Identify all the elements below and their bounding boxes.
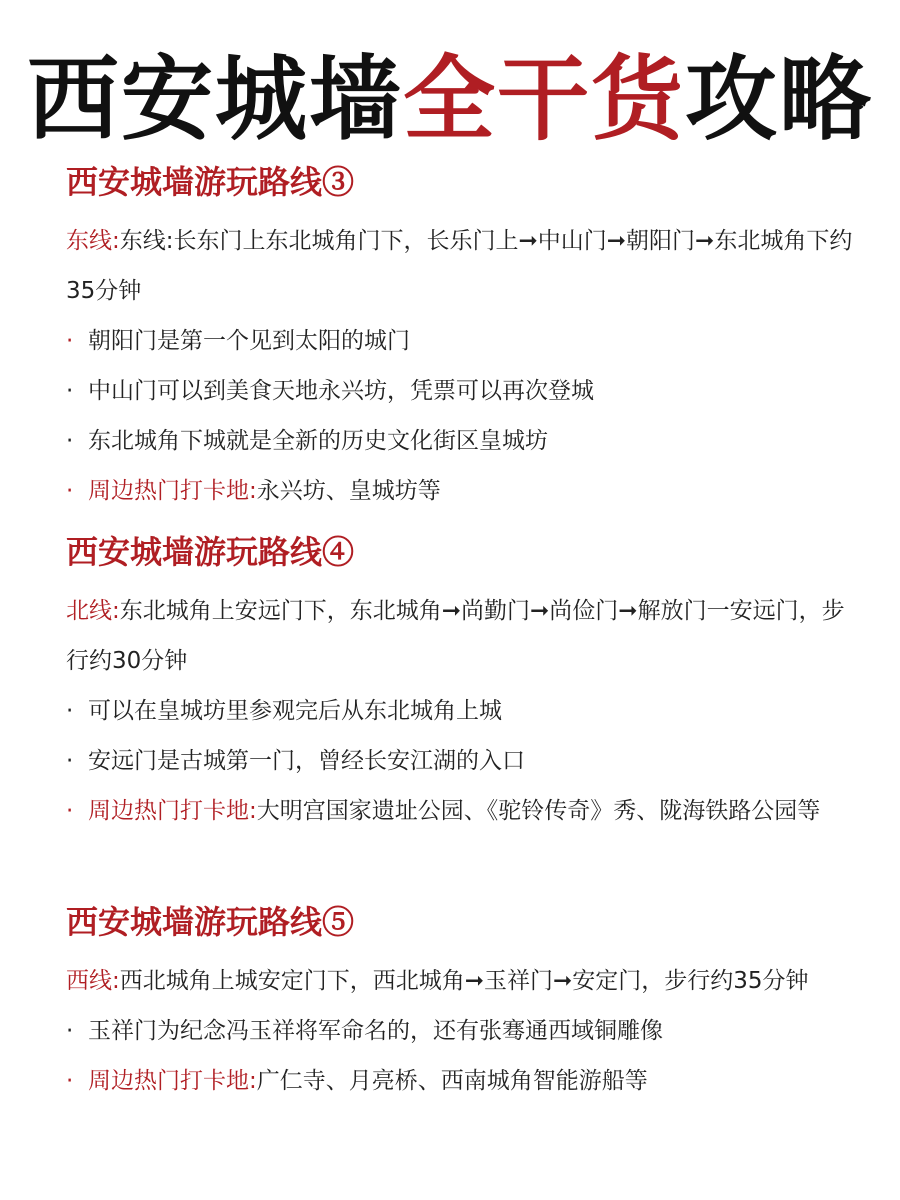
- bullet-text: 朝阳门是第一个见到太阳的城门: [88, 328, 410, 354]
- hot-spots: [66, 786, 866, 836]
- hot-spots-label: 周边热门打卡地:: [88, 1068, 257, 1094]
- bullet-text: 安远门是古城第一门，曾经长安江湖的入口: [88, 748, 525, 774]
- route-section-east: [66, 160, 866, 516]
- section-heading: 西安城墙游玩路线③: [66, 163, 355, 201]
- bullet-text: 玉祥门为纪念冯玉祥将军命名的，还有张骞通西域铜雕像: [88, 1018, 663, 1044]
- route-label: 西线:: [66, 968, 120, 994]
- title-part-1: 西安城墙: [26, 46, 403, 153]
- bullet-text: 中山门可以到美食天地永兴坊，凭票可以再次登城: [88, 378, 594, 404]
- route-text: 西北城角上城安定门下，西北城角➞玉祥门➞安定门，步行约35分钟: [119, 968, 809, 994]
- hot-spots-label: 周边热门打卡地:: [88, 478, 257, 504]
- bullet-item: [66, 416, 866, 466]
- bullet-dot: ·: [66, 748, 74, 774]
- bullet-dot: ·: [66, 798, 74, 824]
- hot-spots: [66, 1056, 866, 1106]
- route-description: [66, 216, 866, 316]
- bullet-text: 可以在皇城坊里参观完后从东北城角上城: [88, 698, 502, 724]
- page-title: [0, 40, 900, 160]
- route-label: 东线:: [66, 228, 120, 254]
- bullet-dot: ·: [66, 428, 74, 454]
- bullet-dot: ·: [66, 328, 74, 354]
- route-text: 东线:长东门上东北城角门下，长乐门上➞中山门➞朝阳门➞东北城角下约35分钟: [66, 228, 853, 304]
- bullet-dot: ·: [66, 1068, 74, 1094]
- bullet-item: [66, 316, 866, 366]
- bullet-dot: ·: [66, 1018, 74, 1044]
- bullet-dot: ·: [66, 478, 74, 504]
- route-text: 东北城角上安远门下，东北城角➞尚勤门➞尚俭门➞解放门一安远门，步行约30分钟: [66, 598, 845, 674]
- route-label: 北线:: [66, 598, 120, 624]
- bullet-item: [66, 1006, 866, 1056]
- section-heading: 西安城墙游玩路线④: [66, 533, 355, 571]
- title-part-2: 全干货: [402, 46, 685, 153]
- bullet-item: [66, 366, 866, 416]
- bullet-item: [66, 736, 866, 786]
- hot-spots-text: 大明宫国家遗址公园、《驼铃传奇》秀、陇海铁路公园等: [256, 798, 821, 824]
- hot-spots: [66, 466, 866, 516]
- title-part-3: 攻略: [685, 46, 874, 153]
- hot-spots-text: 永兴坊、皇城坊等: [256, 478, 441, 504]
- route-description: [66, 586, 866, 686]
- bullet-dot: ·: [66, 378, 74, 404]
- hot-spots-label: 周边热门打卡地:: [88, 798, 257, 824]
- route-description: [66, 956, 866, 1006]
- bullet-dot: ·: [66, 698, 74, 724]
- section-heading: 西安城墙游玩路线⑤: [66, 903, 355, 941]
- bullet-text: 东北城角下城就是全新的历史文化街区皇城坊: [88, 428, 548, 454]
- route-section-west: [66, 900, 866, 1106]
- hot-spots-text: 广仁寺、月亮桥、西南城角智能游船等: [256, 1068, 648, 1094]
- route-section-north: [66, 530, 866, 836]
- bullet-item: [66, 686, 866, 736]
